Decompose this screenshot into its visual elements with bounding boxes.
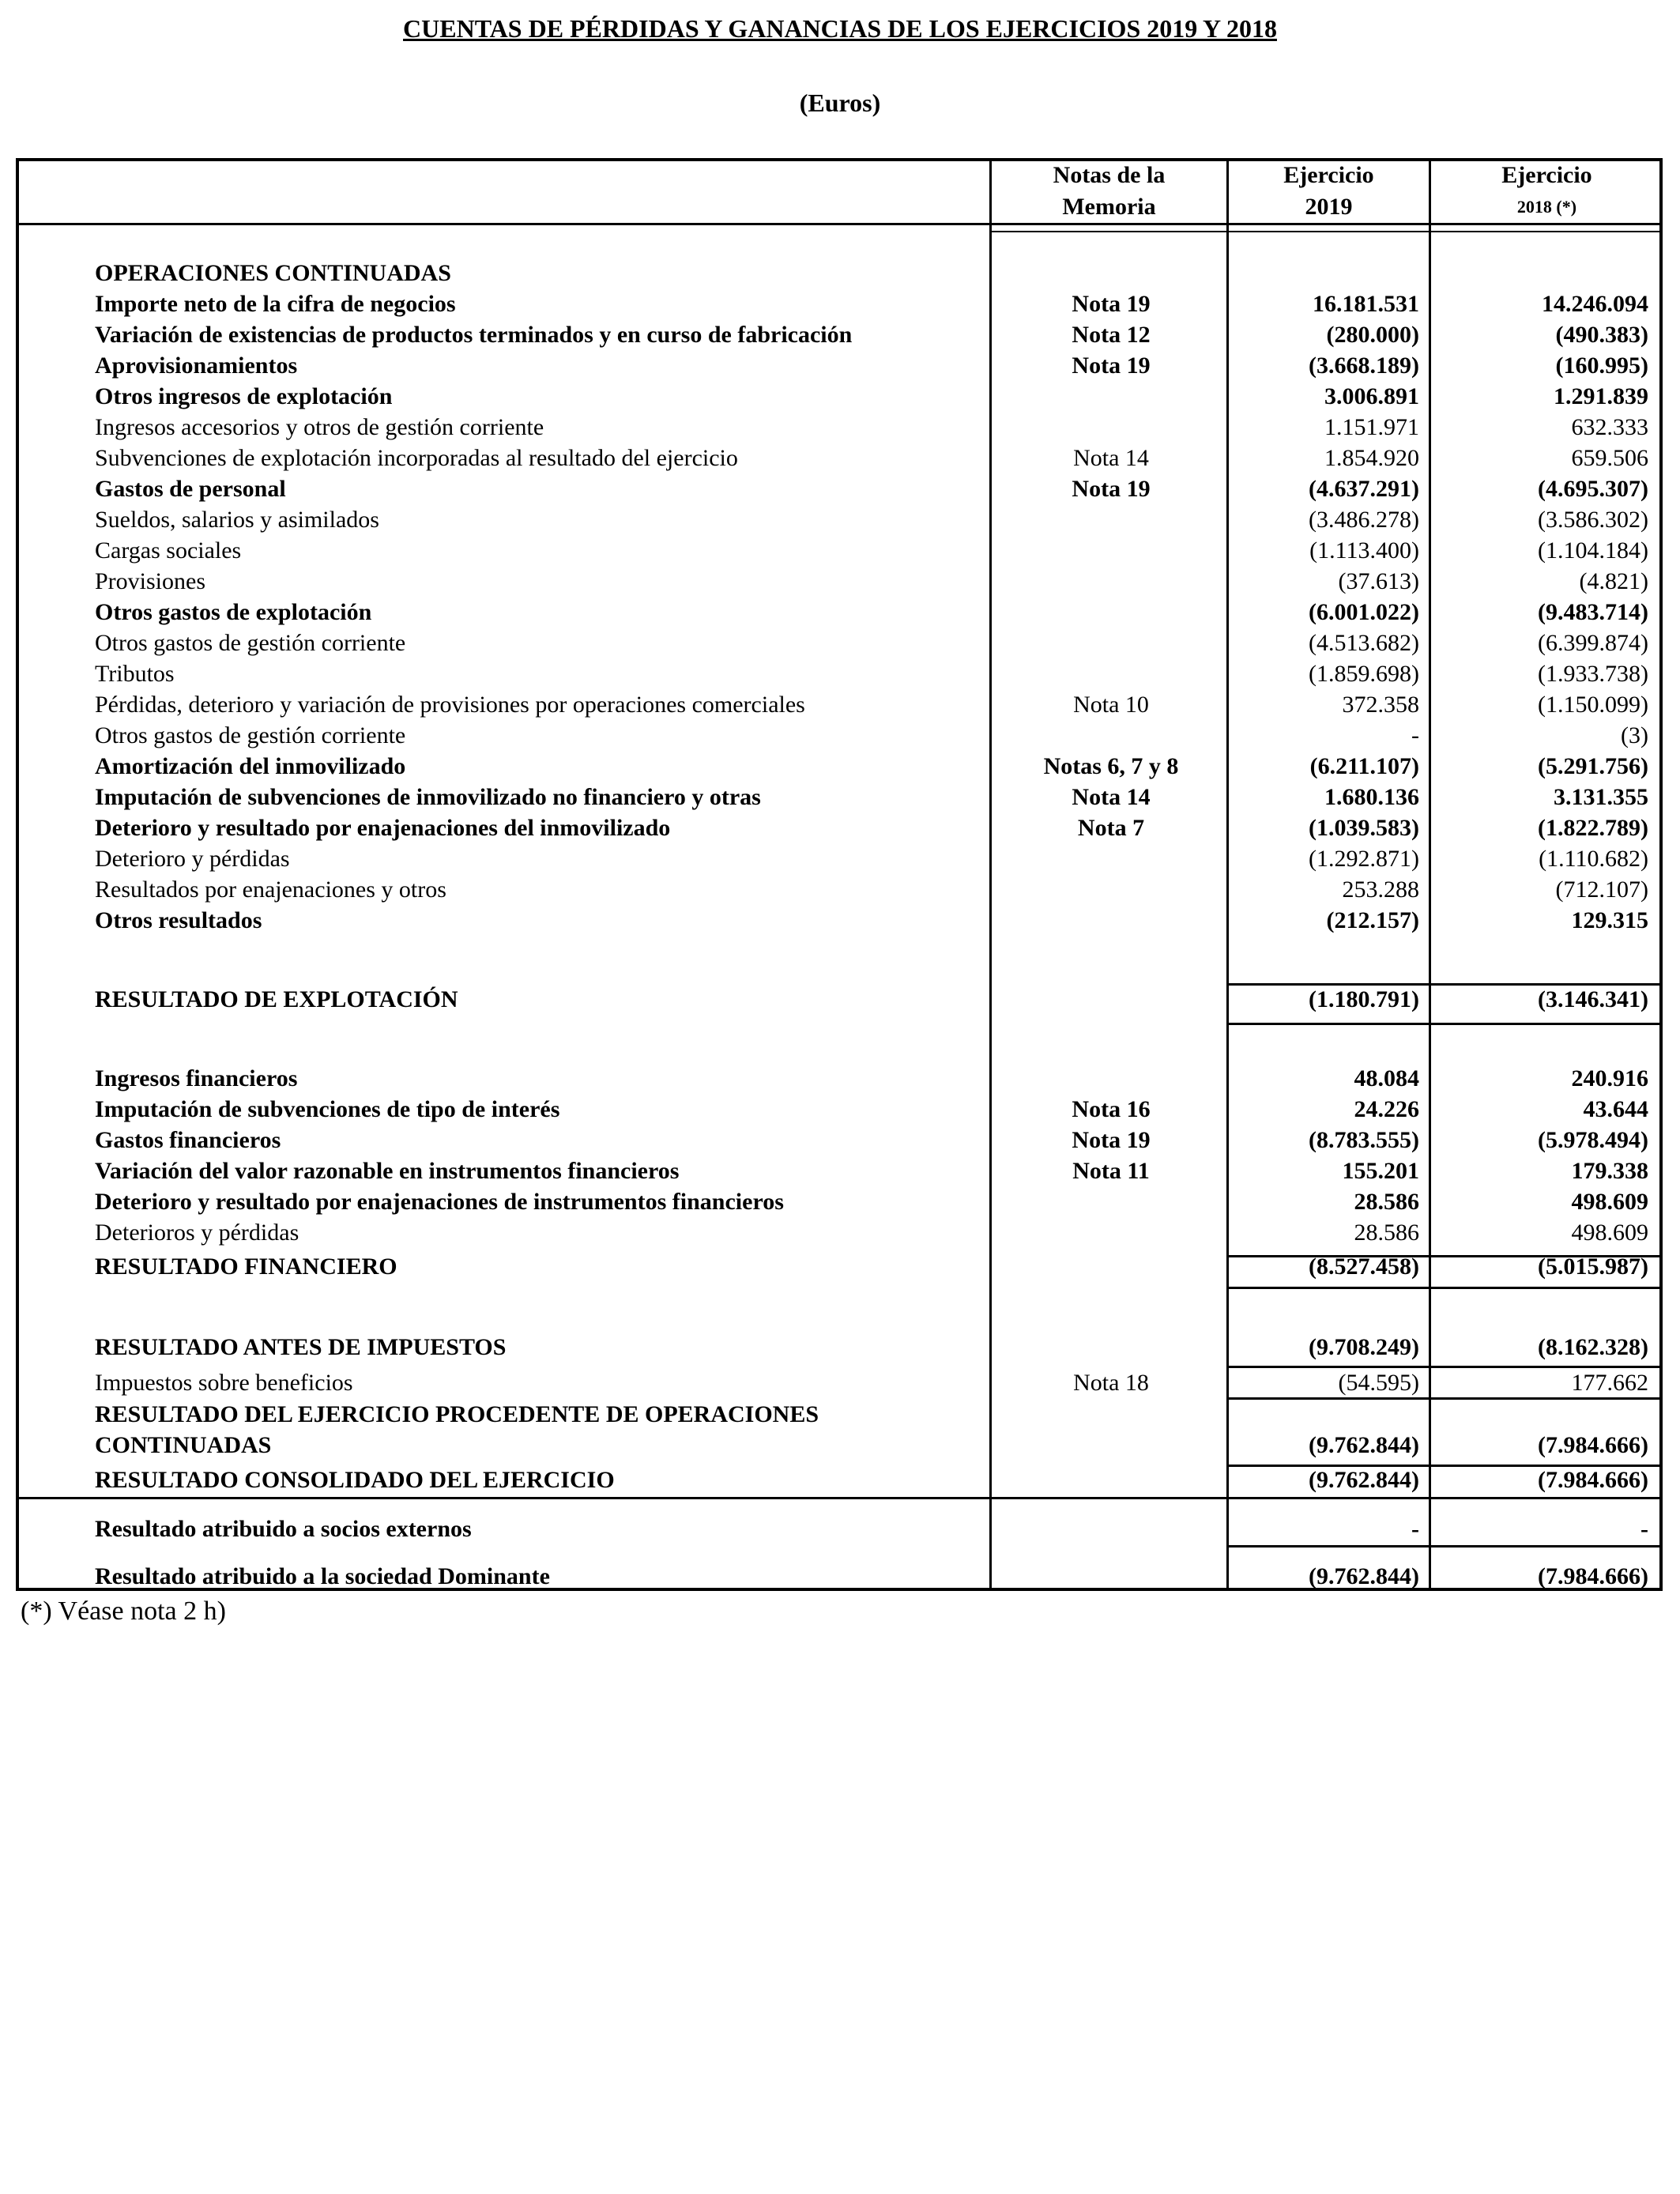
row-nota: Nota 19: [1072, 291, 1151, 317]
document-title: CUENTAS DE PÉRDIDAS Y GANANCIAS DE LOS EJERCICIOS 2019 Y 2018: [403, 14, 1277, 43]
row-label: Amortización del inmovilizado: [95, 753, 406, 779]
table-row: [0, 350, 1680, 382]
table-row: [0, 689, 1680, 721]
row-label: Otros ingresos de explotación: [95, 383, 393, 409]
row-value-2018: 659.506: [1571, 445, 1648, 471]
header-divider: [16, 223, 1663, 225]
row-value-2018: (490.383): [1555, 322, 1648, 348]
row-value-2018: (1.150.099): [1538, 692, 1648, 718]
row-label: RESULTADO DEL EJERCICIO PROCEDENTE DE OPERACIONES: [95, 1401, 819, 1427]
row-label: Resultado atribuido a socios externos: [95, 1516, 472, 1542]
row-nota: Notas 6, 7 y 8: [1043, 753, 1179, 779]
table-row: [0, 874, 1680, 906]
row-value-2018: (7.984.666): [1538, 1432, 1648, 1458]
row-value-2019: 28.586: [1354, 1220, 1419, 1246]
table-row: [0, 812, 1680, 844]
header-divider-lower: [989, 231, 1663, 232]
row-label: Imputación de subvenciones de inmovilizado no financiero y otras: [95, 784, 761, 810]
row-value-2018: (3.146.341): [1538, 986, 1648, 1012]
row-value-2018: 240.916: [1571, 1065, 1648, 1091]
table-row: [0, 288, 1680, 320]
table-row: [0, 1367, 1680, 1399]
table-row: [0, 443, 1680, 474]
row-label: Gastos de personal: [95, 476, 286, 502]
row-label: Resultados por enajenaciones y otros: [95, 876, 446, 903]
row-nota: Nota 16: [1072, 1096, 1151, 1122]
row-label: Otros gastos de explotación: [95, 599, 372, 625]
row-label: RESULTADO FINANCIERO: [95, 1253, 397, 1280]
row-label: RESULTADO CONSOLIDADO DEL EJERCICIO: [95, 1467, 615, 1493]
row-value-2018: 177.662: [1571, 1370, 1648, 1396]
row-label: Subvenciones de explotación incorporadas al resultado del ejercicio: [95, 445, 738, 471]
row-value-2019: 24.226: [1354, 1096, 1419, 1122]
row-label: Deterioros y pérdidas: [95, 1220, 299, 1246]
row-label: Imputación de subvenciones de tipo de interés: [95, 1096, 560, 1122]
table-row: [0, 381, 1680, 413]
table-row: [0, 1514, 1680, 1545]
row-label: Resultado atribuido a la sociedad Dominante: [95, 1563, 550, 1589]
row-label: CONTINUADAS: [95, 1432, 272, 1458]
row-value-2019: -: [1411, 1516, 1419, 1542]
row-value-2018: (6.399.874): [1538, 630, 1648, 656]
row-value-2018: (3): [1621, 722, 1648, 748]
table-row: [0, 1561, 1680, 1593]
row-value-2018: 632.333: [1571, 414, 1648, 440]
table-row: [0, 843, 1680, 875]
row-nota: Nota 19: [1072, 476, 1151, 502]
table-row: [0, 1465, 1680, 1496]
row-value-2018: 14.246.094: [1542, 291, 1648, 317]
row-value-2018: (160.995): [1555, 352, 1648, 379]
row-value-2018: (1.822.789): [1538, 815, 1648, 841]
row-value-2018: (3.586.302): [1538, 507, 1648, 533]
row-value-2018: (1.110.682): [1539, 846, 1648, 872]
row-value-2019: (1.859.698): [1309, 661, 1419, 687]
row-value-2019: (9.762.844): [1309, 1467, 1419, 1493]
row-value-2018: (5.015.987): [1538, 1253, 1648, 1280]
table-row: [0, 751, 1680, 782]
row-value-2018: (712.107): [1555, 876, 1648, 903]
row-value-2018: (7.984.666): [1538, 1467, 1648, 1493]
row-value-2018: 498.609: [1571, 1189, 1648, 1215]
row-value-2019: 1.680.136: [1324, 784, 1419, 810]
table-row: [0, 1186, 1680, 1218]
table-row: [0, 1125, 1680, 1156]
row-value-2018: (4.821): [1579, 568, 1648, 594]
row-label: Ingresos accesorios y otros de gestión corriente: [95, 414, 544, 440]
row-label: Deterioro y pérdidas: [95, 846, 290, 872]
row-value-2019: (280.000): [1326, 322, 1419, 348]
row-value-2019: 1.151.971: [1324, 414, 1419, 440]
row-value-2018: 1.291.839: [1554, 383, 1648, 409]
row-value-2018: (9.483.714): [1538, 599, 1648, 625]
row-label: RESULTADO DE EXPLOTACIÓN: [95, 986, 458, 1012]
row-value-2018: 129.315: [1571, 907, 1648, 933]
table-row: [0, 1094, 1680, 1125]
table-row: [0, 1399, 1680, 1431]
row-value-2018: -: [1640, 1516, 1648, 1542]
table-row: [0, 1063, 1680, 1095]
row-value-2019: 253.288: [1342, 876, 1419, 903]
table-row: [0, 1155, 1680, 1187]
row-value-2018: 43.644: [1583, 1096, 1648, 1122]
table-row: [0, 412, 1680, 443]
row-value-2018: (7.984.666): [1538, 1563, 1648, 1589]
row-value-2018: (1.933.738): [1538, 661, 1648, 687]
row-nota: Nota 14: [1072, 784, 1151, 810]
row-label: Sueldos, salarios y asimilados: [95, 507, 379, 533]
row-value-2019: (9.762.844): [1309, 1432, 1419, 1458]
row-label: Gastos financieros: [95, 1127, 281, 1153]
table-row: [0, 628, 1680, 659]
table-row: [0, 782, 1680, 813]
table-row: [0, 720, 1680, 752]
table-row: [0, 658, 1680, 690]
row-label: Impuestos sobre beneficios: [95, 1370, 353, 1396]
table-row: [0, 905, 1680, 937]
row-value-2019: (4.637.291): [1309, 476, 1419, 502]
table-row: [0, 984, 1680, 1016]
row-label: Otros gastos de gestión corriente: [95, 630, 406, 656]
row-value-2019: (54.595): [1338, 1370, 1419, 1396]
row-label: OPERACIONES CONTINUADAS: [95, 260, 451, 286]
row-label: Variación de existencias de productos terminados y en curso de fabricación: [95, 322, 853, 348]
row-label: Otros resultados: [95, 907, 262, 933]
row-label: Pérdidas, deterioro y variación de provisiones por operaciones comerciales: [95, 692, 805, 718]
row-nota: Nota 12: [1072, 322, 1151, 348]
row-value-2018: (8.162.328): [1538, 1334, 1648, 1360]
row-value-2019: (212.157): [1326, 907, 1419, 933]
row-value-2019: 372.358: [1342, 692, 1419, 718]
row-value-2019: 16.181.531: [1313, 291, 1419, 317]
row-value-2018: 498.609: [1571, 1220, 1648, 1246]
row-value-2019: (1.039.583): [1309, 815, 1419, 841]
row-nota: Nota 19: [1072, 352, 1151, 379]
row-label: Tributos: [95, 661, 175, 687]
row-value-2019: (1.292.871): [1309, 846, 1419, 872]
row-nota: Nota 11: [1072, 1158, 1150, 1184]
row-value-2019: (3.486.278): [1309, 507, 1419, 533]
row-label: Deterioro y resultado por enajenaciones de instrumentos financieros: [95, 1189, 784, 1215]
row-value-2019: 28.586: [1354, 1189, 1419, 1215]
row-value-2018: (1.104.184): [1538, 537, 1648, 564]
row-value-2018: (5.291.756): [1538, 753, 1648, 779]
footnote: (*) Véase nota 2 h): [21, 1596, 226, 1626]
row-nota: Nota 7: [1077, 815, 1145, 841]
row-nota: Nota 14: [1073, 445, 1149, 471]
row-nota: Nota 10: [1073, 692, 1149, 718]
row-value-2018: 3.131.355: [1554, 784, 1648, 810]
row-value-2019: (37.613): [1338, 568, 1419, 594]
row-value-2019: (8.783.555): [1309, 1127, 1419, 1153]
table-row: [0, 504, 1680, 536]
row-label: Otros gastos de gestión corriente: [95, 722, 406, 748]
currency-subtitle: (Euros): [799, 89, 881, 117]
row-label: Provisiones: [95, 568, 206, 594]
row-value-2019: (9.762.844): [1309, 1563, 1419, 1589]
row-value-2019: (6.001.022): [1309, 599, 1419, 625]
row-label: Deterioro y resultado por enajenaciones del inmovilizado: [95, 815, 671, 841]
row-value-2019: (8.527.458): [1309, 1253, 1419, 1280]
row-nota: Nota 19: [1072, 1127, 1151, 1153]
subtotal-rule: [1226, 1287, 1663, 1289]
row-value-2019: (6.211.107): [1309, 753, 1419, 779]
row-label: Variación del valor razonable en instrumentos financieros: [95, 1158, 680, 1184]
row-value-2019: 1.854.920: [1324, 445, 1419, 471]
row-value-2018: 179.338: [1571, 1158, 1648, 1184]
row-value-2018: (5.978.494): [1538, 1127, 1648, 1153]
table-row: [0, 566, 1680, 598]
row-value-2019: 3.006.891: [1324, 383, 1419, 409]
table-row: [0, 1251, 1680, 1283]
table-row: [0, 473, 1680, 505]
table-row: [0, 258, 1680, 289]
row-label: Cargas sociales: [95, 537, 242, 564]
header-notas: Notas de la Memoria: [1053, 162, 1166, 220]
row-value-2018: (4.695.307): [1538, 476, 1648, 502]
row-value-2019: (4.513.682): [1309, 630, 1419, 656]
row-value-2019: (3.668.189): [1309, 352, 1419, 379]
table-row: [0, 1217, 1680, 1249]
section-rule: [16, 1497, 1663, 1499]
row-value-2019: (9.708.249): [1309, 1334, 1419, 1360]
header-ejercicio-2018: Ejercicio 2018 (*): [1501, 162, 1592, 217]
subtotal-rule: [1226, 1023, 1663, 1025]
row-value-2019: (1.180.791): [1309, 986, 1419, 1012]
row-value-2019: 48.084: [1354, 1065, 1419, 1091]
row-value-2019: (1.113.400): [1309, 537, 1419, 564]
row-label: Importe neto de la cifra de negocios: [95, 291, 456, 317]
row-label: Ingresos financieros: [95, 1065, 298, 1091]
row-nota: Nota 18: [1073, 1370, 1149, 1396]
table-row: [0, 319, 1680, 351]
table-row: [0, 597, 1680, 628]
row-value-2019: -: [1411, 722, 1419, 748]
table-row: [0, 1430, 1680, 1461]
row-label: RESULTADO ANTES DE IMPUESTOS: [95, 1334, 507, 1360]
subtotal-rule: [1226, 1545, 1663, 1547]
table-row: [0, 535, 1680, 567]
row-value-2019: 155.201: [1342, 1158, 1419, 1184]
row-label: Aprovisionamientos: [95, 352, 298, 379]
header-ejercicio-2019: Ejercicio 2019: [1283, 162, 1374, 220]
table-row: [0, 1332, 1680, 1363]
